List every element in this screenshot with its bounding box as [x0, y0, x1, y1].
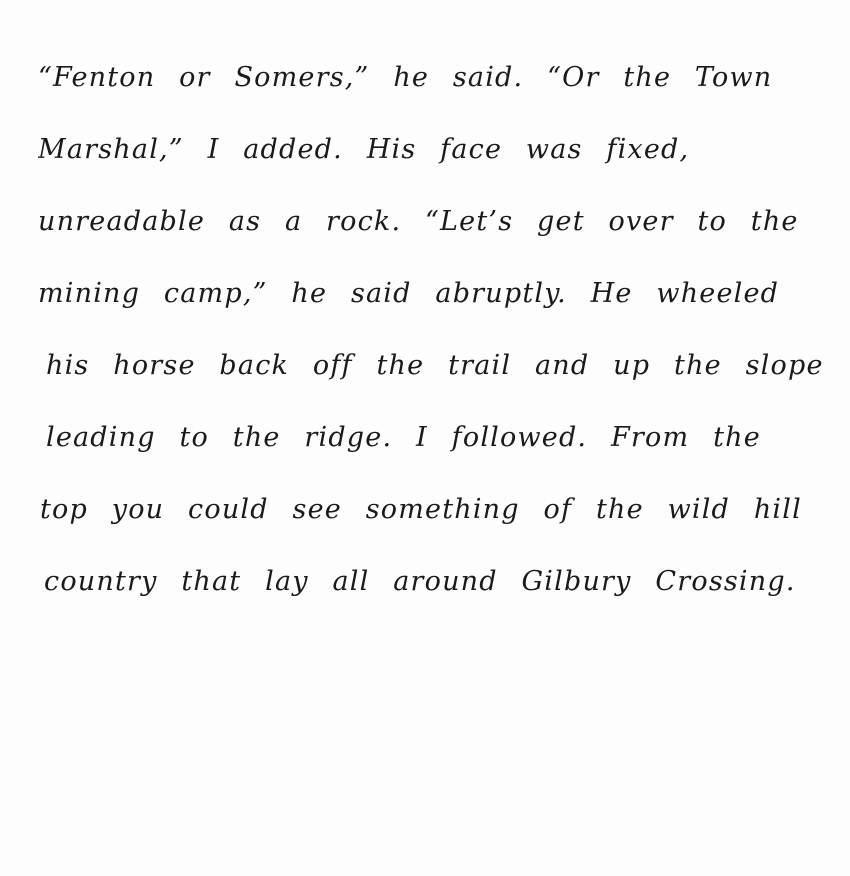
- handwritten-line-1: “Fenton or Somers,” he said. “Or the Town: [38, 62, 773, 93]
- handwritten-line-3: unreadable as a rock. “Let’s get over to the: [38, 206, 799, 237]
- handwritten-line-7: top you could see something of the wild hill: [40, 494, 802, 525]
- handwritten-line-6: leading to the ridge. I followed. From the: [46, 422, 761, 453]
- handwritten-line-4: mining camp,” he said abruptly. He wheeled: [38, 278, 780, 309]
- handwritten-line-5: his horse back off the trail and up the slope: [46, 350, 824, 381]
- handwritten-line-2: Marshal,” I added. His face was fixed,: [38, 134, 690, 165]
- handwritten-line-8: country that lay all around Gilbury Crossing.: [44, 566, 796, 597]
- handwritten-text-block: [38, 48, 828, 624]
